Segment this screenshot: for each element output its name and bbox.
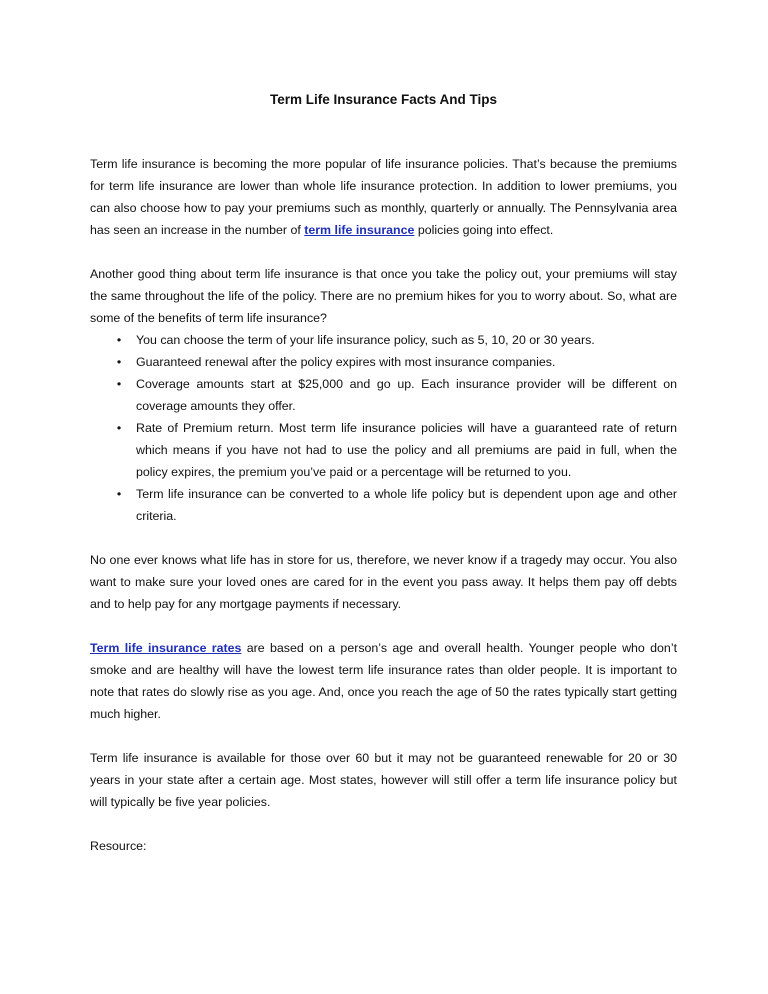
list-item: • Coverage amounts start at $25,000 and go up. Each insurance provider will be different on coverage amounts they offer. xyxy=(90,373,677,417)
bullet-icon: • xyxy=(116,421,122,435)
paragraph-loved-ones: No one ever knows what life has in store for us, therefore, we never know if a tragedy may occur. You also want to make sure your loved ones are cared for in the event you pass away. It helps them pay off debts and to help pay for any mortgage payments if necessary. xyxy=(90,553,677,611)
list-item: • Rate of Premium return. Most term life insurance policies will have a guaranteed rate of return which means if you have not had to use the policy and all premiums are paid in full, when the policy expires, the premium you’ve paid or a percentage will be returned to you. xyxy=(90,417,677,483)
paragraph-benefits-intro: Another good thing about term life insurance is that once you take the policy out, your premiums will stay the same throughout the life of the policy. There are no premium hikes for you to worry about. So, what are some of the benefits of term life insurance? xyxy=(90,267,677,325)
bullet-icon: • xyxy=(116,355,122,369)
list-item: • You can choose the term of your life insurance policy, such as 5, 10, 20 or 30 years. xyxy=(90,329,677,351)
paragraph-intro-text: Term life insurance is becoming the more popular of life insurance policies. That’s because the premiums for term life insurance are lower than whole life insurance protection. In addition to lower premiums, you can also choose how to pay your premiums such as monthly, quarterly or annually. The Pennsylvania area has seen an increase in the number of xyxy=(90,157,677,237)
bullet-icon: • xyxy=(116,377,122,391)
paragraph-intro xyxy=(90,153,677,241)
term-life-insurance-link[interactable]: term life insurance xyxy=(304,223,415,237)
paragraph-intro-tail: policies going into effect. xyxy=(414,223,554,237)
term-life-insurance-rates-link[interactable]: Term life insurance rates xyxy=(90,641,242,655)
bullet-icon: • xyxy=(116,333,122,347)
paragraph-over-60: Term life insurance is available for those over 60 but it may not be guaranteed renewable for 20 or 30 years in your state after a certain age. Most states, however will still offer a term life insurance policy but will typically be five year policies. xyxy=(90,751,677,809)
list-item: • Guaranteed renewal after the policy expires with most insurance companies. xyxy=(90,351,677,373)
benefits-list xyxy=(90,329,677,527)
list-item: • Term life insurance can be converted to a whole life policy but is dependent upon age and other criteria. xyxy=(90,483,677,527)
paragraph-rates xyxy=(90,637,677,725)
document-body xyxy=(90,153,677,879)
paragraph-rates-text: are based on a person’s age and overall health. Younger people who don’t smoke and are healthy will have the lowest term life insurance rates than older people. It is important to note that rates do slowly rise as you age. And, once you reach the age of 50 the rates typically start getting much higher. xyxy=(90,641,678,721)
resource-label: Resource: xyxy=(90,839,147,853)
document-title: Term Life Insurance Facts And Tips xyxy=(269,92,498,107)
bullet-icon: • xyxy=(116,487,122,501)
